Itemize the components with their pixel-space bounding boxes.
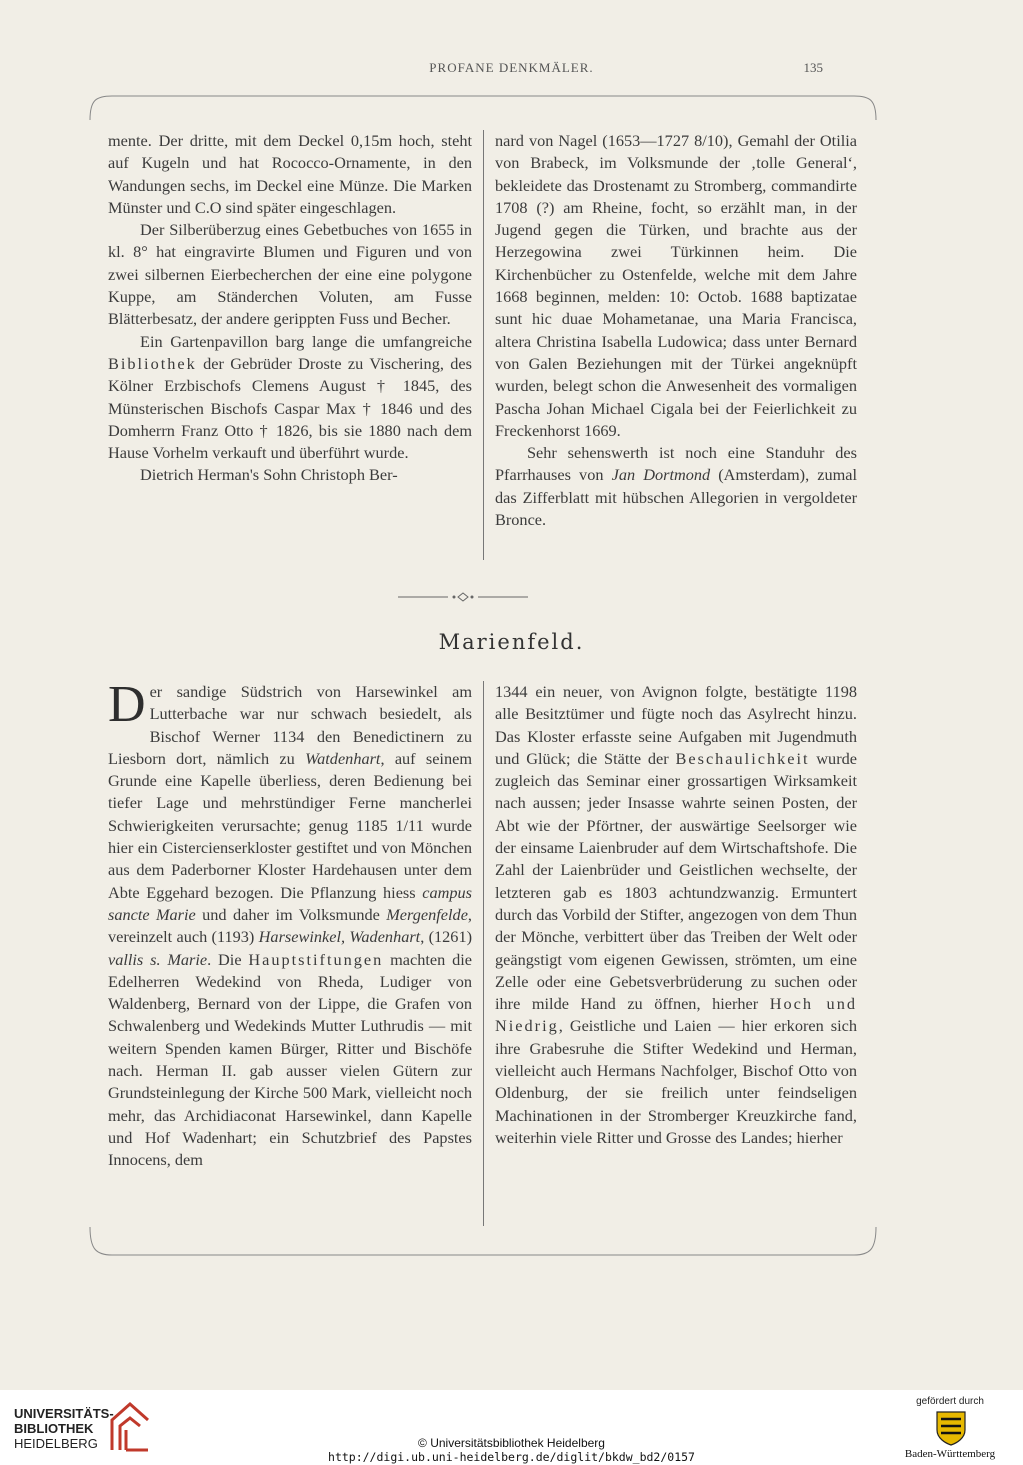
spaced-text: Hoch und Niedrig: [495, 994, 857, 1036]
column-right-top: [495, 130, 857, 531]
italic-text: Watdenhart: [305, 748, 381, 768]
text-run: Sehr sehenswerth ist noch eine Standuhr des Pfarrhauses von: [495, 443, 857, 485]
column-divider-bottom: [483, 681, 484, 1226]
frame-bottom-ornament: [88, 1225, 878, 1261]
italic-text: Mergenfelde: [386, 904, 468, 924]
copyright-notice: © Universitätsbibliothek Heidelberg: [418, 1436, 605, 1450]
paragraph: [495, 681, 857, 1149]
spaced-text: Bibliothek: [108, 353, 197, 373]
spaced-text: Hauptstiftungen: [248, 949, 384, 969]
text-run: (Amsterdam), zumal das Zifferblatt mit hübschen Allegorien in vergoldeter Bronce.: [495, 465, 858, 530]
text-run: . Die: [207, 949, 249, 969]
text-run: 1344 ein neuer, von Avignon folgte, bestätigte 1198 alle Besitztümer und fügte noch das Asylrecht hinzu. Das Kloster erfasste seine Aufgaben mit Jugendmuth und Glück; die Stätte der: [495, 682, 857, 768]
text-run: , auf seinem Grunde eine Kapelle überliess, deren Bedienung bei tiefer Lage und mehrstündiger Ferne mancherlei Schwierigkeiten verursachte; genug 1185 1/11 wurde hier ein Cistercienserkloster gestiftet und von Mönchen aus dem Paderborner Kloster Hardehausen unter dem Abte Eggehard bezogen. Die Pflanzung hiess: [108, 748, 472, 902]
column-left-top: [108, 130, 472, 487]
funder-badge: [885, 1396, 1015, 1462]
page-header: [0, 60, 1023, 82]
drop-cap: D: [108, 676, 146, 733]
text-run: , Geistliche und Laien — hier erkoren sich ihre Grabesruhe die Stifter Wedekind und Herman, vielleicht auch Hermans Nachfolger, Bischof Otto von Oldenburg, der sie freilich unter feindseligen Machinationen in der Stromberger Kreuzkirche fand, weiterhin viele Ritter und Grosse des Landes; hierher: [495, 1016, 857, 1147]
text-run: wurde zugleich das Seminar einer grossartigen Wirksamkeit nach aussen; jeder Insasse wahrte seinen Posten, der Abt wie der Pförtner, der auswärtige Seelsorger wie der einsame Laienbruder auf dem Wirtschaftshofe. Die Zahl der Laienbrüder und Geistlichen wechselte, der letzteren gab es 1803 achtundzwanzig. Ermuntert durch das Vorbild der Stifter, angezogen von dem Thun der Mönche, verbittert über das Treiben der Welt oder geängstigt vom eigenen Gewissen, strömten, um eine Zelle oder eine Gebetsverbrüderung zu suchen oder ihre milde Hand zu öffnen, hierher: [495, 748, 857, 1014]
column-left-bottom: [108, 676, 473, 1172]
text-run: der Gebrüder Droste zu Vischering, des Kölner Erzbischofs Clemens August † 1845, des Münsterischen Bischofs Caspar Max † 1846 und des Domherrn Franz Otto † 1826, bis sie 1880 nach dem Hause Vorhelm verkauft und überführt wurde.: [108, 353, 472, 463]
italic-text: vallis s. Marie: [108, 949, 208, 969]
spaced-text: Beschaulichkeit: [675, 748, 810, 768]
text-run: , vereinzelt auch (1193): [108, 904, 472, 947]
funded-by-label: gefördert durch: [916, 1396, 984, 1407]
text-run: Ein Gartenpavillon barg lange die umfangreiche: [140, 331, 472, 351]
text-run: machten die Edelherren Wedekind von Rheda, Ludiger von Waldenberg, Bernard von der Lippe, die Grafen von Schwalenberg und Wedekinds Mutter Luthrudis — mit weitern Spenden kamen Bürger, Ritter und Bischöfe nach. Herman II. gab ausser vielen Gütern zur Grundsteinlegung der Kirche 500 Mark, vielleicht noch mehr, das Archidiaconat Harsewinkel, dann Kapelle und Hof Wadenhart; ein Schutzbrief des Papstes Innocens, dem: [108, 949, 473, 1170]
page-number: 135: [803, 60, 823, 75]
section-title: Marienfeld.: [438, 630, 585, 654]
frame-top-ornament: [88, 92, 878, 122]
source-url[interactable]: http://digi.ub.uni-heidelberg.de/diglit/bkdw_bd2/0157: [328, 1450, 695, 1464]
paragraph: [108, 676, 473, 1172]
italic-text: Jan Dortmond: [611, 465, 711, 485]
paragraph: mente. Der dritte, mit dem Deckel 0,15m hoch, steht auf Kugeln und hat Rococco-Ornamente, in den Wandungen sechs, im Deckel eine Münze. Die Marken Münster und C.O sind später eingeschlagen.: [108, 131, 472, 217]
italic-text: campus sancte Marie: [108, 882, 472, 924]
logo-line: HEIDELBERG: [14, 1436, 98, 1451]
paragraph: Der Silberüberzug eines Gebetbuches von 1655 in kl. 8° hat eingravirte Blumen und Figuren und von zwei silbernen Eierbecherchen der eine eine polygone Kuppe, am Ständerchen Voluten, am Fusse Blätterbesatz, der andere gerippten Fuss und Becher.: [108, 220, 472, 329]
italic-text: Harsewinkel, Wadenhart: [258, 927, 421, 947]
paragraph: nard von Nagel (1653—1727 8/10), Gemahl der Otilia von Brabeck, im Volksmunde der ‚tolle General‘, bekleidete das Drostenamt zu Stromberg, commandirte 1708 (?) am Rheine, focht, so erzählt man, in der Jugend gegen die Türken, und brachte aus der Herzegowina zwei Türkinnen heim. Die Kirchenbücher zu Ostenfelde, welche mit dem Jahre 1668 beginnen, melden: 10: Octob. 1688 baptizatae sunt hic duae Mohametanae, una Maria Francisca, altera Christina Isabella Ludowica; dass unter Bernard von Galen Beziehungen mit der Türkei angeknüpft wurden, belegt schon die Anwesenheit des vormaligen Pascha Johan Michael Cigala bei der Feierlichkeit zu Freckenhorst 1669.: [495, 131, 857, 440]
section-divider-ornament: [398, 590, 528, 604]
paragraph: Dietrich Herman's Sohn Christoph Ber-: [140, 465, 398, 485]
text-run: und daher im Volksmunde: [195, 904, 387, 924]
column-divider-top: [483, 130, 484, 560]
funder-name: Baden-Württemberg: [904, 1448, 996, 1460]
logo-line: BIBLIOTHEK: [14, 1421, 94, 1436]
paragraph: [495, 442, 857, 531]
column-right-bottom: [495, 681, 857, 1149]
paragraph: [108, 331, 472, 465]
text-run: , (1261): [420, 927, 473, 947]
logo-line: UNIVERSITÄTS-: [14, 1406, 114, 1421]
baden-wuerttemberg-crest-icon: [935, 1410, 967, 1446]
text-run: er sandige Südstrich von Harsewinkel am Lutterbache war nur schwach besiedelt, als Bischof Werner 1134 den Benedictinern zu Liesborn dort, nämlich zu: [108, 682, 472, 768]
running-title: PROFANE DENKMÄLER.: [429, 60, 594, 75]
